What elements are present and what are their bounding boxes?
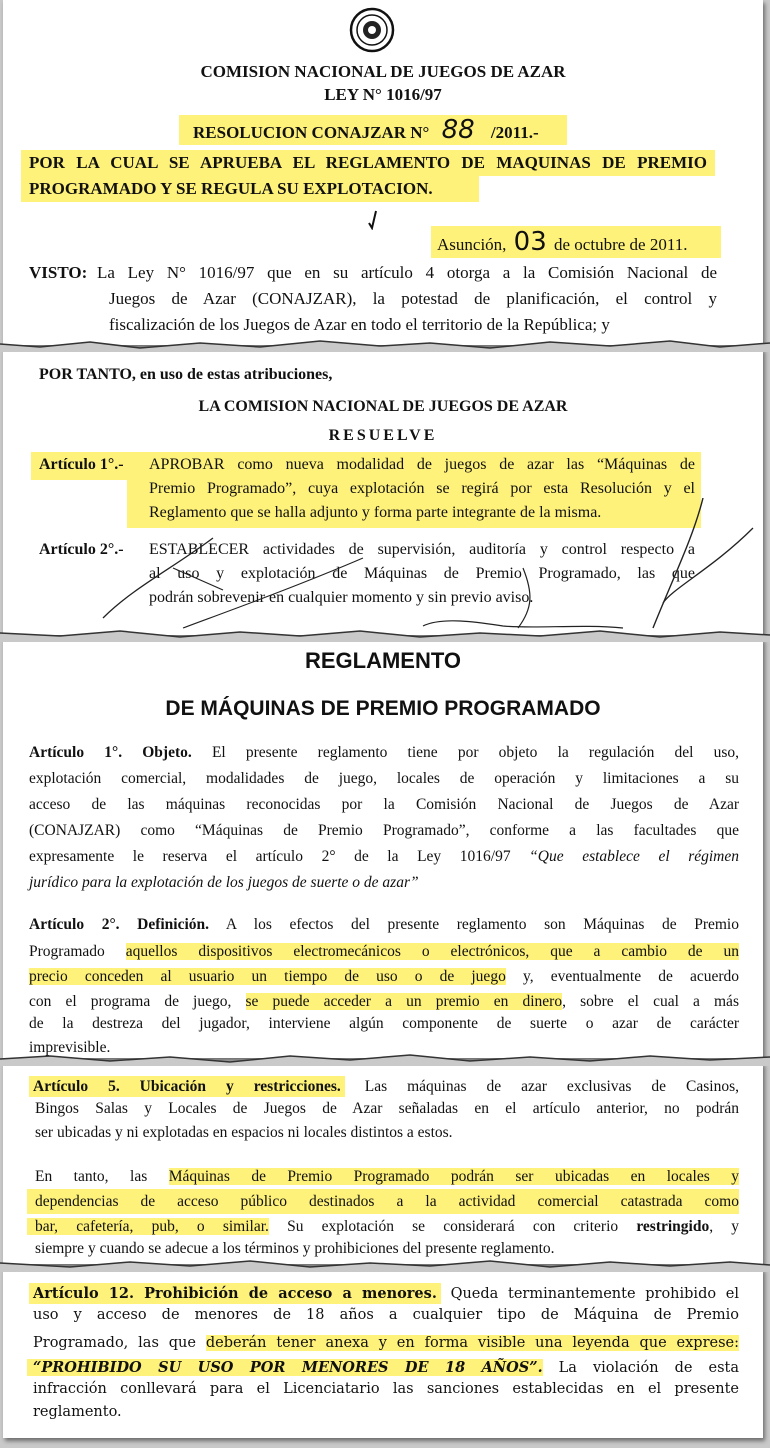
art1-line-3: Reglamento que se halla adjunto y forma parte integrante de la misma. (149, 504, 602, 521)
art2-label: Artículo 2°.- (39, 541, 124, 558)
institution-name: COMISION NACIONAL DE JUEGOS DE AZAR (200, 62, 566, 81)
visto-line-3: fiscalización de los Juegos de Azar en todo el territorio de la República; y (109, 315, 610, 334)
a1-quote-1: “Que establece el régimen (529, 848, 740, 865)
a1-line-1 (29, 744, 739, 762)
a12-highlight-3: deberán tener anexa y en forma visible una leyenda que exprese: (205, 1335, 740, 1351)
law-number: LEY N° 1016/97 (324, 85, 442, 104)
torn-edge-4 (0, 1258, 770, 1272)
resolution-subject-line-1: POR LA CUAL SE APRUEBA EL REGLAMENTO DE MAQUINAS DE PREMIO (21, 150, 715, 176)
a5-p2-text-3b: Su explotación se considerará con criterio (287, 1218, 619, 1235)
a12-line-5: infracción conllevará para el Licenciatario las sanciones establecidas en el presente (33, 1381, 739, 1397)
torn-edge-1 (0, 338, 770, 352)
a2-line-6: imprevisible. (29, 1039, 111, 1056)
coat-of-arms-seal-icon (348, 6, 396, 54)
a5-p2-highlight-2: dependencias de acceso público destinados a la actividad comercial catastrada como (27, 1189, 739, 1214)
art2-line-2: al uso y explotación de Máquinas de Premio Programado, las que (149, 565, 695, 582)
clipping-resolution (3, 348, 763, 635)
regulation-subtitle: DE MÁQUINAS DE PREMIO PROGRAMADO (165, 697, 601, 720)
a12-line-2: uso y acceso de menores de 18 años a cualquier tipo de Máquina de Premio (33, 1307, 739, 1323)
a12-line-3 (33, 1331, 739, 1355)
art1-line-1: APROBAR como nueva modalidad de juegos de azar las “Máquinas de (149, 456, 695, 473)
a2-highlight-4: se puede acceder a un premio en dinero (245, 993, 563, 1010)
resuelve-heading: RESUELVE (328, 427, 438, 444)
a5-p2-highlight-3: bar, cafetería, pub, o similar. (27, 1218, 269, 1235)
torn-edge-3 (0, 1052, 770, 1066)
art2-line-1: ESTABLECER actividades de supervisión, auditoría y control respecto a (149, 541, 695, 558)
resolution-number-handwritten: 88 (441, 115, 475, 145)
a5-line-1 (29, 1074, 739, 1100)
a5-p2-highlight-1: Máquinas de Premio Programado podrán ser ubicadas en locales y (168, 1168, 739, 1185)
date-day-handwritten: 03 (513, 227, 547, 257)
date-line (431, 226, 721, 258)
a2-highlight-2: aquellos dispositivos electromecánicos o electrónicos, que a cambio de un (125, 943, 740, 960)
a2-line-4 (29, 990, 739, 1014)
resolution-number-line (179, 115, 567, 145)
a12-line-1 (29, 1282, 739, 1306)
clipping-article-5 (3, 1062, 763, 1264)
a5-p2-line-3 (27, 1214, 739, 1239)
date-prefix: Asunción, (437, 235, 507, 254)
clipping-header (3, 0, 763, 345)
a2-heading: Artículo 2°. Definición. (29, 916, 210, 933)
a2-text-4c: , sobre el cual a más (562, 993, 739, 1010)
a5-heading: Artículo 5. Ubicación y restricciones. (29, 1076, 345, 1097)
art1-label: Artículo 1°.- (39, 456, 124, 473)
a12-warning-legend: “PROHIBIDO SU USO POR MENORES DE 18 AÑOS”. (27, 1359, 543, 1376)
a12-text-4b: La violación de esta (558, 1360, 739, 1376)
a5-p2-text-1a: En tanto, las (35, 1168, 148, 1185)
clipping-regulation (3, 638, 763, 1058)
date-suffix: de octubre de 2011. (554, 235, 688, 254)
a1-line-2: explotación comercial, modalidades de juego, locales de operación y limitaciones a su (29, 770, 739, 787)
a2-text-3b: y, eventualmente de acuerdo (522, 968, 739, 985)
visto-line-2: Juegos de Azar (CONAJZAR), la potestad de planificación, el control y (109, 289, 717, 308)
a2-text-1: A los efectos del presente reglamento son Máquinas de Premio (225, 916, 739, 933)
art1-line-2: Premio Programado”, cuya explotación se regirá por esta Resolución y el (149, 480, 695, 497)
clipping-article-12 (3, 1268, 763, 1438)
a1-text-1: El presente reglamento tiene por objeto la regulación del uso, (211, 744, 740, 761)
a1-quote-2: jurídico para la explotación de los juegos de suerte o de azar” (29, 874, 419, 891)
a5-p2-restricted: restringido (636, 1218, 710, 1235)
a12-line-6: reglamento. (33, 1404, 122, 1420)
a1-line-5 (29, 848, 739, 866)
regulation-title: REGLAMENTO (304, 648, 462, 673)
a1-text-5: expresamente le reserva el artículo 2° de la Ley 1016/97 (29, 848, 511, 865)
a5-p2-line-4: siempre y cuando se adecue a los términos y prohibiciones del presente reglamento. (35, 1240, 555, 1257)
a2-text-2a: Programado (29, 943, 105, 960)
a2-line-3 (29, 965, 739, 989)
signature-scribble-icon (63, 498, 763, 635)
torn-edge-2 (0, 628, 770, 642)
a12-text-3a: Programado, las que (33, 1335, 196, 1351)
por-tanto: POR TANTO, en uso de estas atribuciones, (39, 366, 333, 383)
a1-heading: Artículo 1°. Objeto. (29, 744, 192, 761)
a5-text-1: Las máquinas de azar exclusivas de Casinos, (364, 1078, 740, 1095)
a2-highlight-3: precio conceden al usuario un tiempo de uso o de juego (29, 968, 506, 985)
a12-line-4 (27, 1356, 739, 1380)
art2-line-3: podrán sobrevenir en cualquier momento y sin previo aviso. (149, 589, 534, 606)
check-mark-icon (367, 210, 379, 230)
a1-line-4: (CONAJZAR) como “Máquinas de Premio Programado”, conforme a las facultades que (29, 822, 739, 839)
resolution-suffix: /2011.- (490, 123, 539, 142)
resolution-prefix: RESOLUCION CONAJZAR N° (193, 123, 430, 142)
a5-p2-line-1 (35, 1165, 739, 1189)
a2-line-1 (29, 916, 739, 934)
a2-text-4a: con el programa de juego, (29, 993, 232, 1010)
a2-line-2 (29, 940, 739, 964)
a5-line-3: ser ubicadas y ni explotadas en espacios ni locales distintos a estos. (35, 1124, 453, 1141)
a12-text-1: Queda terminantemente prohibido el (450, 1286, 739, 1302)
a5-p2-text-3d: , y (709, 1218, 740, 1235)
resolution-subject-line-2: PROGRAMADO Y SE REGULA SU EXPLOTACION. (21, 176, 479, 202)
a12-heading: Artículo 12. Prohibición de acceso a menores. (29, 1283, 441, 1304)
a1-line-3: acceso de las máquinas reconocidas por la Comisión Nacional de Juegos de Azar (29, 796, 739, 813)
commission-name: LA COMISION NACIONAL DE JUEGOS DE AZAR (198, 398, 568, 415)
a2-line-5: de la destreza del jugador, interviene algún componente de suerte o azar de carácter (29, 1015, 739, 1032)
visto-line-1: La Ley N° 1016/97 que en su artículo 4 otorga a la Comisión Nacional de (97, 263, 717, 282)
visto-label: VISTO: (29, 263, 88, 282)
a5-line-2: Bingos Salas y Locales de Juegos de Azar señaladas en el artículo anterior, no podrán (35, 1100, 739, 1117)
